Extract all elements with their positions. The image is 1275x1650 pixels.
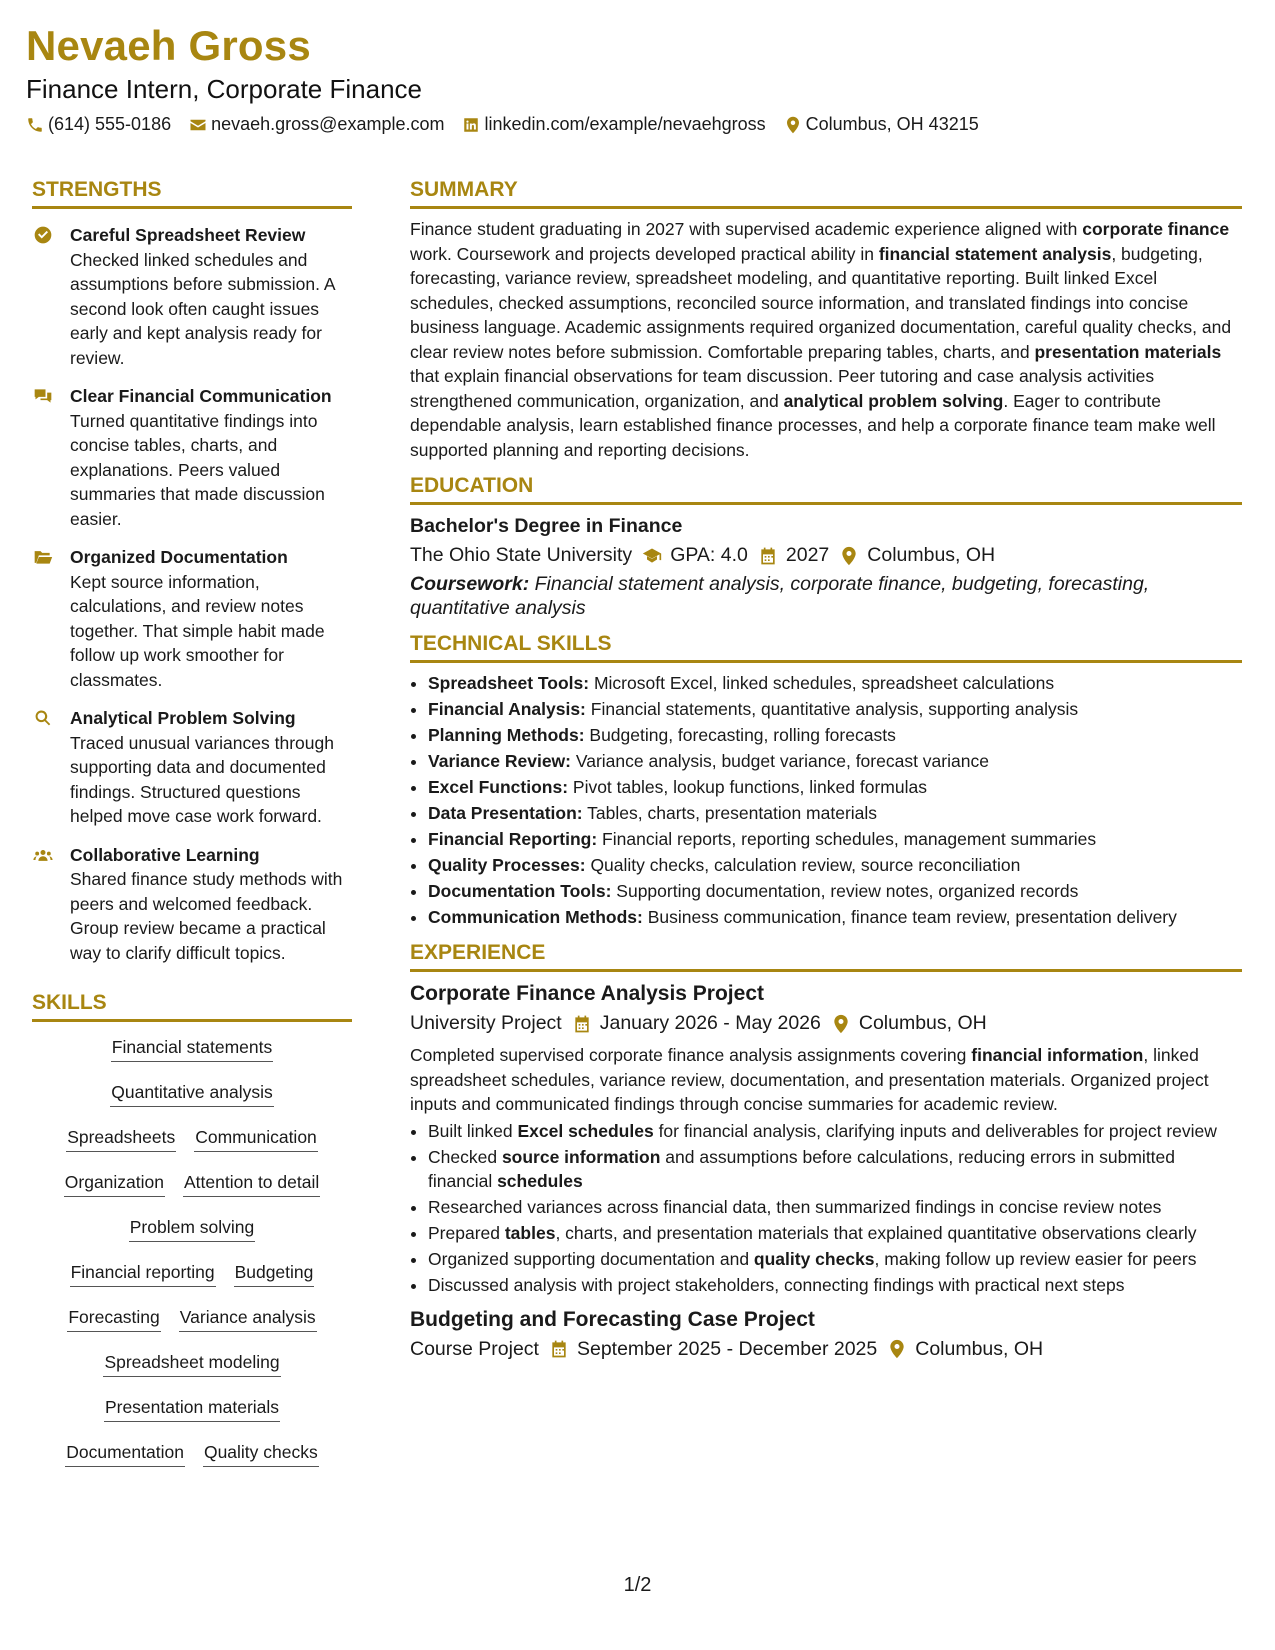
- technical-skill-item: [428, 723, 1242, 747]
- contact-item[interactable]: [26, 114, 171, 135]
- experience-section: [410, 941, 1242, 1361]
- experience-org: Course Project: [410, 1337, 539, 1360]
- strength-item: [32, 223, 352, 370]
- contact-text[interactable]: Columbus, OH 43215: [805, 114, 979, 134]
- experience-title: Corporate Finance Analysis Project: [410, 982, 764, 1005]
- skill-values: Variance analysis, budget variance, forecast variance: [571, 751, 989, 771]
- skills-row: [32, 1441, 352, 1486]
- strengths-section: [32, 178, 352, 965]
- skill-tag: Forecasting: [67, 1306, 160, 1332]
- bold-phrase: financial statement analysis: [878, 243, 1112, 264]
- skills-row: [32, 1216, 352, 1261]
- technical-skill-item: [428, 775, 1242, 799]
- coursework: [410, 572, 1242, 620]
- skill-values: Quality checks, calculation review, source reconciliation: [585, 855, 1021, 875]
- right-column: [410, 178, 1242, 1361]
- skill-tag: Financial reporting: [70, 1261, 216, 1287]
- skill-values: Business communication, finance team review, presentation delivery: [642, 907, 1177, 927]
- bold-phrase: schedules: [497, 1171, 583, 1191]
- skill-category: Variance Review:: [428, 751, 571, 771]
- strength-item: [32, 843, 352, 966]
- skill-category: Quality Processes:: [428, 855, 586, 875]
- calendar-icon: [758, 546, 778, 566]
- skills-section: [32, 991, 352, 1486]
- skill-category: Documentation Tools:: [428, 881, 612, 901]
- candidate-role: Finance Intern, Corporate Finance: [26, 74, 422, 104]
- technical-skill-item: [428, 879, 1242, 903]
- school-location: Columbus, OH: [867, 544, 996, 566]
- contact-bar: [26, 114, 997, 135]
- technical-skill-item: [428, 749, 1242, 773]
- text-run: work. Coursework and projects developed practical ability in: [410, 243, 879, 264]
- experience-org: University Project: [410, 1012, 562, 1034]
- contact-text[interactable]: linkedin.com/example/nevaehgross: [484, 114, 766, 134]
- technical-skill-item: [428, 697, 1242, 721]
- contact-text[interactable]: nevaeh.gross@example.com: [211, 114, 445, 134]
- text-run: Built linked: [428, 1120, 518, 1141]
- location-pin-icon: [839, 546, 859, 566]
- experience-bullets: [410, 1119, 1242, 1298]
- skills-row: [32, 1036, 352, 1081]
- bold-phrase: analytical problem solving: [783, 390, 1004, 411]
- education-heading: EDUCATION: [410, 474, 1242, 505]
- technical-skills-section: [410, 632, 1242, 929]
- skills-row: [32, 1126, 352, 1171]
- experience-meta: [410, 1338, 1242, 1361]
- location-pin-icon: [887, 1339, 907, 1359]
- skills-row: [32, 1081, 352, 1126]
- bold-phrase: source information: [501, 1146, 661, 1167]
- skill-values: Financial statements, quantitative analysis, supporting analysis: [585, 699, 1079, 719]
- technical-skill-item: [428, 671, 1242, 695]
- bold-phrase: financial information: [971, 1045, 1144, 1065]
- location-pin-icon: [784, 116, 802, 134]
- skill-values: Tables, charts, presentation materials: [582, 803, 878, 823]
- technical-skill-item: [428, 827, 1242, 851]
- skill-tag: Presentation materials: [104, 1396, 280, 1422]
- summary-section: [410, 178, 1242, 462]
- text-run: Researched variances across financial data, then summarized findings in concise review notes: [428, 1197, 1162, 1217]
- strength-item: [32, 545, 352, 692]
- skill-tag: Spreadsheets: [66, 1126, 176, 1152]
- experience-location: Columbus, OH: [915, 1337, 1044, 1360]
- experience-bullet: [428, 1273, 1242, 1298]
- experience-dates: January 2026 - May 2026: [599, 1012, 821, 1034]
- skills-tags: [32, 1036, 352, 1486]
- graduation-year: 2027: [785, 544, 830, 566]
- skill-tag: Organization: [64, 1171, 165, 1197]
- skill-tag: Communication: [194, 1126, 318, 1152]
- bold-phrase: presentation materials: [1034, 341, 1222, 362]
- skill-values: Supporting documentation, review notes, organized records: [611, 881, 1079, 901]
- skill-tag: Financial statements: [111, 1036, 274, 1062]
- technical-skill-item: [428, 905, 1242, 929]
- graduation-cap-icon: [642, 546, 662, 566]
- skill-category: Spreadsheet Tools:: [428, 673, 590, 693]
- linkedin-icon: [462, 116, 480, 134]
- strength-description: Shared finance study methods with peers and welcomed feedback. Group review became a practical way to clarify difficult topics.: [70, 869, 343, 963]
- contact-text[interactable]: (614) 555-0186: [48, 114, 172, 134]
- text-run: Organized supporting documentation and: [428, 1249, 754, 1269]
- phone-icon: [26, 116, 44, 134]
- skills-heading: SKILLS: [32, 991, 352, 1022]
- strength-description: Checked linked schedules and assumptions before submission. A second look often caught issues early and kept analysis ready for review.: [70, 249, 335, 368]
- strength-item: [32, 384, 352, 531]
- skill-tag: Documentation: [65, 1441, 185, 1467]
- strength-title: Clear Financial Communication: [70, 386, 332, 406]
- experience-bullet: [428, 1145, 1242, 1194]
- strength-description: Kept source information, calculations, and review notes together. That simple habit made follow up work smoother for classmates.: [70, 571, 325, 690]
- summary-heading: SUMMARY: [410, 178, 1242, 209]
- contact-item[interactable]: [189, 114, 444, 135]
- strength-title: Organized Documentation: [70, 547, 288, 567]
- skills-row: [32, 1171, 352, 1216]
- bold-phrase: tables: [504, 1223, 556, 1243]
- experience-dates: September 2025 - December 2025: [576, 1337, 878, 1360]
- summary-text: [410, 217, 1242, 462]
- strength-title: Analytical Problem Solving: [70, 708, 296, 728]
- coursework-label: Coursework:: [410, 573, 530, 595]
- skill-category: Planning Methods:: [428, 725, 585, 745]
- technical-skill-item: [428, 853, 1242, 877]
- calendar-icon: [572, 1014, 592, 1034]
- contact-item[interactable]: [784, 114, 979, 135]
- bold-phrase: quality checks: [753, 1249, 875, 1269]
- location-pin-icon: [831, 1014, 851, 1034]
- candidate-name: Nevaeh Gross: [26, 22, 311, 69]
- degree-title: Bachelor's Degree in Finance: [410, 515, 683, 537]
- text-run: Prepared: [428, 1223, 505, 1243]
- technical-skills-list: [410, 671, 1242, 929]
- education-meta: [410, 544, 1242, 567]
- strengths-heading: STRENGTHS: [32, 178, 352, 209]
- strengths-list: [32, 223, 352, 965]
- experience-bullet: [428, 1119, 1242, 1144]
- experience-summary: [410, 1043, 1242, 1117]
- bold-phrase: corporate finance: [1082, 219, 1230, 239]
- skill-tag: Attention to detail: [183, 1171, 320, 1197]
- skill-category: Financial Reporting:: [428, 829, 598, 849]
- skill-tag: Quantitative analysis: [110, 1081, 273, 1107]
- envelope-icon: [189, 116, 207, 134]
- skills-row: [32, 1396, 352, 1441]
- search-icon: [32, 708, 54, 730]
- skill-values: Budgeting, forecasting, rolling forecasts: [584, 725, 896, 745]
- skill-category: Excel Functions:: [428, 777, 569, 797]
- skill-values: Microsoft Excel, linked schedules, spreadsheet calculations: [589, 673, 1055, 693]
- users-icon: [32, 845, 54, 867]
- skill-tag: Budgeting: [234, 1261, 315, 1287]
- gpa: GPA: 4.0: [670, 544, 748, 566]
- skill-tag: Spreadsheet modeling: [103, 1351, 280, 1377]
- page-number: 1/2: [623, 1574, 652, 1596]
- text-run: , making follow up review easier for peers: [874, 1249, 1197, 1269]
- text-run: , charts, and presentation materials that explained quantitative observations clearly: [555, 1223, 1197, 1243]
- technical-skill-item: [428, 801, 1242, 825]
- education-section: [410, 474, 1242, 620]
- text-run: . Eager to contribute dependable analysis, learn established finance processes, and help a corporate finance team make well supported planning and reporting decisions.: [410, 390, 1216, 460]
- left-column: [32, 178, 352, 1486]
- skill-category: Data Presentation:: [428, 803, 583, 823]
- text-run: and assumptions before calculations, reducing errors in submitted financial: [428, 1146, 1176, 1191]
- text-run: for financial analysis, clarifying inputs and deliverables for project review: [653, 1120, 1217, 1141]
- technical-skills-heading: TECHNICAL SKILLS: [410, 632, 1242, 663]
- strength-description: Turned quantitative findings into concise tables, charts, and explanations. Peers valued summaries that made discussion easier.: [70, 410, 325, 529]
- skill-tag: Quality checks: [203, 1441, 319, 1467]
- experience-bullet: [428, 1247, 1242, 1272]
- skill-tag: Problem solving: [129, 1216, 256, 1242]
- text-run: Discussed analysis with project stakeholders, connecting findings with practical next steps: [428, 1275, 1125, 1295]
- experience-bullet: [428, 1221, 1242, 1246]
- school-name: The Ohio State University: [410, 544, 633, 566]
- skill-category: Financial Analysis:: [428, 699, 586, 719]
- text-run: that explain financial observations for team discussion. Peer tutoring and case analysis activities strengthened communication, organization, and: [410, 366, 1155, 411]
- strength-title: Collaborative Learning: [70, 844, 260, 865]
- text-run: Checked: [428, 1146, 502, 1167]
- strength-item: [32, 706, 352, 829]
- experience-bullet: [428, 1195, 1242, 1220]
- experience-entry: [410, 1308, 1242, 1361]
- contact-item[interactable]: [462, 114, 765, 135]
- experience-meta: [410, 1012, 1242, 1035]
- experience-heading: EXPERIENCE: [410, 941, 1242, 972]
- skill-values: Financial reports, reporting schedules, management summaries: [597, 829, 1097, 849]
- text-run: , budgeting, forecasting, variance review, spreadsheet modeling, and quantitative reporting. Built linked Excel schedules, checked assumptions, reconciled source information, and translated findings into concise business language. Academic assignments required organized documentation, careful quality checks, and clear review notes before submission. Comfortable preparing tables, charts, and: [410, 243, 1232, 362]
- skills-row: [32, 1351, 352, 1396]
- calendar-icon: [549, 1339, 569, 1359]
- text-run: Completed supervised corporate finance analysis assignments covering: [410, 1045, 972, 1065]
- skill-tag: Variance analysis: [179, 1306, 317, 1332]
- text-run: Finance student graduating in 2027 with supervised academic experience aligned with: [410, 219, 1083, 239]
- check-circle-icon: [32, 225, 54, 247]
- coursework-text: Financial statement analysis, corporate finance, budgeting, forecasting, quantitative analysis: [410, 573, 1150, 619]
- folder-open-icon: [32, 547, 54, 569]
- skills-row: [32, 1261, 352, 1306]
- chat-bubbles-icon: [32, 386, 54, 408]
- bold-phrase: Excel schedules: [517, 1120, 654, 1141]
- experience-list: [410, 982, 1242, 1361]
- strength-description: Traced unusual variances through supporting data and documented findings. Structured questions helped move case work forward.: [70, 732, 334, 826]
- experience-location: Columbus, OH: [858, 1012, 987, 1034]
- strength-title: Careful Spreadsheet Review: [70, 225, 306, 245]
- skill-category: Communication Methods:: [428, 907, 643, 927]
- text-run: , linked spreadsheet schedules, variance review, documentation, and presentation materials. Organized project inputs and communicated findings through concise summaries for academic review.: [410, 1045, 1209, 1114]
- experience-entry: [410, 982, 1242, 1298]
- skill-values: Pivot tables, lookup functions, linked formulas: [568, 777, 927, 797]
- skills-row: [32, 1306, 352, 1351]
- experience-title: Budgeting and Forecasting Case Project: [410, 1307, 815, 1331]
